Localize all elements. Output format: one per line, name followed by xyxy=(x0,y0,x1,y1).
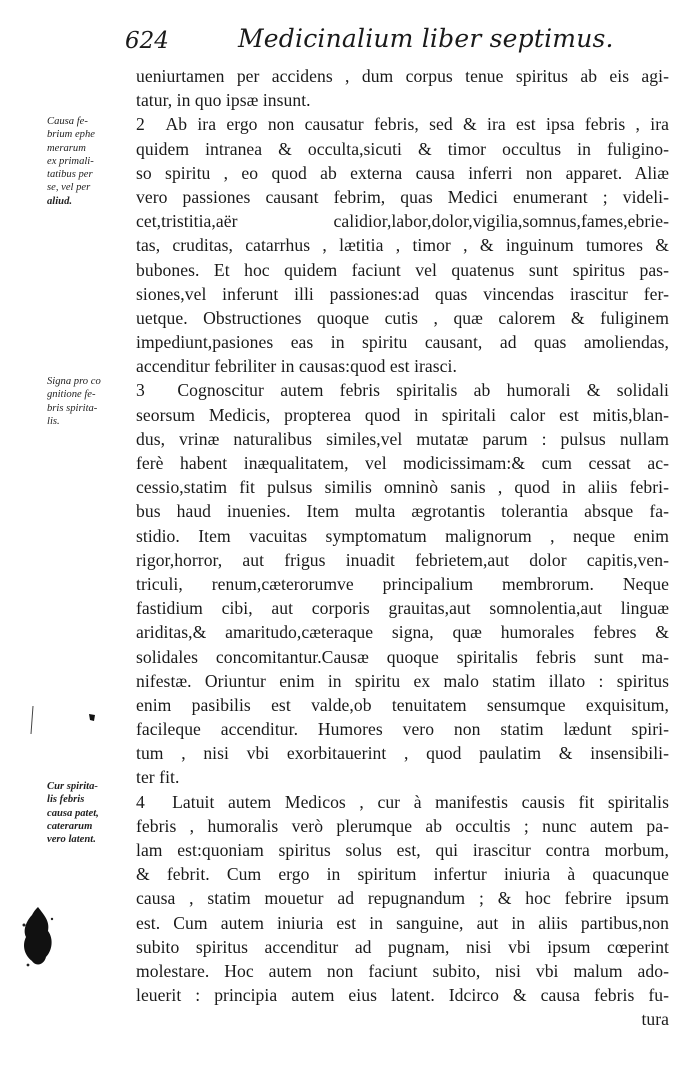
paragraph-number: 2 xyxy=(136,114,145,135)
text-line: 2 Ab ira ergo non causatur febris, sed & ira est ipsa febris , ira xyxy=(136,114,669,135)
page-header xyxy=(0,24,700,58)
text-line: 3 Cognoscitur autem febris spiritalis ab humorali & solidali xyxy=(136,380,669,401)
text-line: ueniurtamen per accidens , dum corpus tenue spiritus ab eis agi- xyxy=(136,66,669,86)
text-line: febris , humoralis verò plerumque ab occultis ; nunc autem pa- xyxy=(136,815,669,836)
text-line: enim pasibilis est valde,ob tenuitatem sensumque exquisitum, xyxy=(136,694,669,715)
margin-note-line: ex primali- xyxy=(47,155,94,167)
text-line: facileque accenditur. Humores vero non statim lædunt spiri- xyxy=(136,719,669,740)
text-line: lam est:quoniam spiritus solus est, qui irascitur contra morbum, xyxy=(136,840,669,860)
margin-note-line: caterarum xyxy=(47,820,93,832)
text-line: molestare. Hoc autem non faciunt subito, nisi vbi malum ado- xyxy=(136,960,669,981)
text-line: & febrit. Cum ergo in spiritum infertur iniuria à quacunque xyxy=(136,864,669,885)
margin-note-line: lis. xyxy=(47,415,60,427)
text-line: seorsum Medicis, propterea quod in spiritali calor est mitis,blan- xyxy=(136,404,669,425)
text-line: ariditas,& amaritudo,cæteraque signa, quæ humorales febres & xyxy=(136,622,669,643)
text-line: tum , nisi vbi exorbitauerint , quod paulatim & insensibili- xyxy=(136,743,669,764)
margin-note-causa xyxy=(47,115,131,208)
margin-note-line: causa patet, xyxy=(47,807,99,819)
text-line: solidales concomitantur.Causæ quoque spiritalis febris sunt ma- xyxy=(136,646,669,667)
text-line: bubones. Et hoc quidem faciunt vel quatenus sunt spiritus pas- xyxy=(136,259,669,280)
text-line: so spiritu , eo quod ab externa causa inferri non apparet. Aliæ xyxy=(136,162,669,183)
text-line: impediunt,pasiones eas in spiritu causant, ad quas amoliendas, xyxy=(136,332,669,353)
text-line: uetque. Obstructiones quoque cutis , quæ calorem & fuliginem xyxy=(136,307,669,328)
margin-note-line: tatibus per xyxy=(47,169,93,181)
text-line: est. Cum autem iniuria est in sanguine, aut in aliis partibus,non xyxy=(136,912,669,933)
running-title: Medicinalium liber septimus. xyxy=(238,24,614,53)
text-line: tura xyxy=(641,1009,669,1030)
page-number: 624 xyxy=(125,28,169,54)
margin-note-line: vero latent. xyxy=(47,834,96,846)
text-line: nifestæ. Oriuntur enim in spiritu ex malo statim illato : spiritus xyxy=(136,670,669,691)
text-line: causa , statim mouetur ad repugnandum ; & hoc febrire ipsum xyxy=(136,888,669,909)
paragraph-number: 4 xyxy=(136,791,145,812)
text-line: triculi, renum,cæterorumve principalium membrorum. Neque xyxy=(136,573,669,594)
text-line: rigor,horror, aut frigus inuadit febrietem,aut dolor capitis,ven- xyxy=(136,549,669,570)
margin-note-line: bris spirita- xyxy=(47,402,98,414)
margin-note-line: brium ephe xyxy=(47,129,95,141)
ink-speck xyxy=(88,713,96,722)
margin-note-line: Cur spirita- xyxy=(47,781,98,792)
margin-note-line: lis febris xyxy=(47,794,85,806)
text-line: bus haud inuenies. Item multa ægrotantis tolerantia absque fa- xyxy=(136,501,669,522)
margin-note-line: se, vel per xyxy=(47,182,91,194)
margin-note-line: Causa fe- xyxy=(47,116,88,127)
text-line: leuerit : principia autem eius latent. Idcirco & causa febris fu- xyxy=(136,985,669,1006)
text-line: siones,vel inferunt illi passiones:ad quas vincendas irascitur fer- xyxy=(136,283,669,304)
margin-note-cur xyxy=(47,780,131,846)
text-line: 4 Latuit autem Medicos , cur à manifestis causis fit spiritalis xyxy=(136,791,669,812)
paragraph-number: 3 xyxy=(136,380,145,401)
text-line: quidem intranea & occulta,sicuti & timor occultus in fuligino- xyxy=(136,138,669,159)
text-line: stidio. Item vacuitas symptomatum malignorum , neque enim xyxy=(136,525,669,546)
text-line: accenditur febriliter in causas:quod est irasci. xyxy=(136,356,457,377)
text-line: dus, vrinæ naturalibus similes,vel mutatæ parum : pulsus nullam xyxy=(136,428,669,449)
margin-note-line: Signa pro co xyxy=(47,376,101,387)
text-line: tas, cruditas, catarrhus , lætitia , timor , & inguinum tumores & xyxy=(136,235,669,256)
margin-note-line: gnitione fe- xyxy=(47,389,96,401)
ink-blot xyxy=(18,905,56,969)
text-line: ferè habent inæqualitatem, vel modicissimam:& cum cessat ac- xyxy=(136,453,669,473)
text-line: vero passiones causant febrim, quas Medici enumerant ; videli- xyxy=(136,186,669,207)
text-line: fastidium cibi, aut corporis grauitas,aut somnolentia,aut linguæ xyxy=(136,598,669,619)
margin-note-signa xyxy=(47,375,131,428)
text-line: cet,tristitia,aër calidior,labor,dolor,vigilia,somnus,fames,ebrie- xyxy=(136,211,669,232)
body-text xyxy=(136,64,669,1032)
text-line: subito spiritus accenditur ad pugnam, nisi vbi ipsum cœperint xyxy=(136,936,669,957)
margin-note-line: merarum xyxy=(47,142,86,154)
margin-mark xyxy=(30,706,34,734)
text-line: ter fit. xyxy=(136,767,180,788)
text-line: cessio,statim fit pulsus similis omninò sanis , quod in aliis febri- xyxy=(136,477,669,498)
margin-note-line: aliud. xyxy=(47,195,73,207)
text-line: tatur, in quo ipsæ insunt. xyxy=(136,90,311,111)
